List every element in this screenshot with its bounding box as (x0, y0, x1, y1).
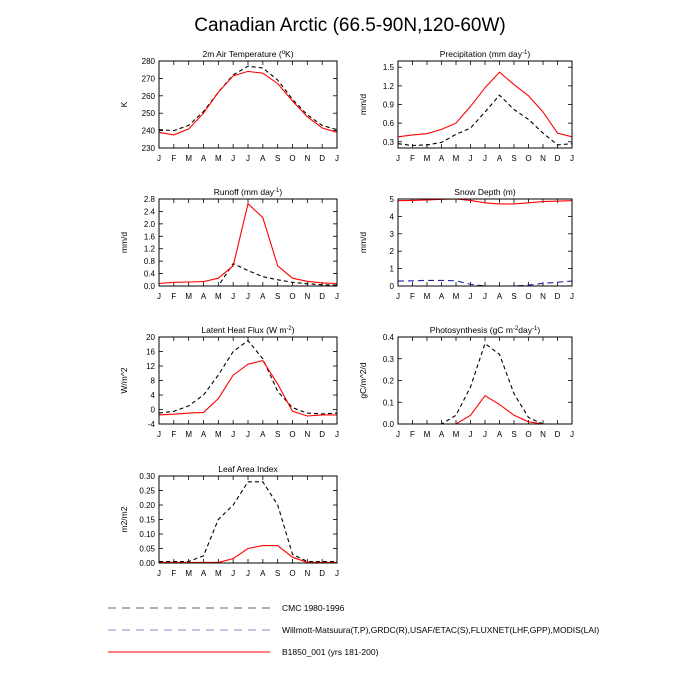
x-tick-label: A (496, 154, 503, 163)
x-tick-label: N (540, 292, 546, 301)
y-tick-label: 260 (141, 91, 155, 101)
title-end: ) (279, 187, 283, 197)
y-tick-label: 1.2 (382, 81, 394, 91)
y-tick-label: 2.4 (143, 207, 155, 217)
title-superscript: o (281, 50, 286, 56)
x-tick-label: D (319, 430, 326, 439)
x-tick-label: S (511, 154, 517, 163)
plot-frame (398, 61, 572, 148)
x-tick-label: J (157, 430, 161, 439)
plot-frame (398, 199, 572, 286)
panel-precip (358, 49, 574, 163)
legend-item-obs (108, 625, 599, 635)
x-tick-label: F (410, 292, 415, 301)
title-text: Precipitation (mm day (439, 49, 523, 59)
x-tick-label: A (260, 569, 266, 578)
y-axis-label: W/m^2 (119, 367, 129, 394)
panel-title (214, 187, 283, 197)
panel-t2m (119, 49, 339, 163)
y-tick-label: 0.6 (382, 119, 394, 129)
x-tick-label: J (468, 154, 473, 163)
y-tick-label: 250 (141, 109, 155, 119)
y-tick-label: 0 (389, 282, 394, 291)
y-tick-label: 4 (150, 391, 155, 400)
x-tick-label: J (570, 154, 574, 163)
title-text: 2m Air Temperature ( (202, 49, 282, 59)
series-line-observed (159, 482, 337, 562)
x-tick-label: J (483, 154, 487, 163)
x-tick-label: N (304, 569, 311, 578)
x-tick-label: M (185, 292, 193, 301)
x-tick-label: J (157, 569, 161, 578)
x-tick-label: F (171, 569, 177, 578)
x-tick-label: J (468, 292, 473, 301)
x-tick-label: A (260, 292, 266, 301)
legend-item-model (108, 647, 379, 657)
legend-item-cmc (108, 603, 345, 613)
y-tick-label: 0.1 (382, 398, 394, 408)
legend-label: B1850_001 (yrs 181-200) (282, 647, 379, 657)
y-tick-label: 0.0 (143, 282, 155, 291)
x-tick-label: A (260, 154, 266, 163)
title-superscript: -1 (274, 188, 280, 194)
title-superscript-2: -1 (532, 326, 538, 332)
x-tick-label: S (511, 292, 517, 301)
panel-title (454, 187, 516, 197)
legend-label: CMC 1980-1996 (282, 603, 345, 613)
y-tick-label: 0.3 (382, 354, 394, 364)
title-end-2: ) (537, 325, 541, 335)
y-tick-label: 0.00 (139, 559, 155, 568)
x-tick-label: O (525, 292, 532, 301)
x-tick-label: J (483, 292, 487, 301)
x-tick-label: J (483, 430, 487, 439)
y-tick-label: 0.2 (382, 376, 394, 386)
legend-label: Willmott-Matsuura(T,P),GRDC(R),USAF/ETAC(S),FLUXNET(LHF,GPP),MODIS(LAI) (282, 625, 600, 635)
x-tick-label: J (246, 292, 250, 301)
x-tick-label: J (396, 154, 400, 163)
y-axis-label: m2/m2 (119, 506, 129, 533)
panel-gpp (358, 325, 574, 439)
x-tick-label: J (246, 154, 250, 163)
x-tick-label: D (554, 430, 561, 439)
series-line-observed (398, 344, 572, 425)
y-tick-label: 0.15 (139, 515, 155, 525)
y-tick-label: 12 (146, 362, 155, 371)
x-tick-label: J (246, 430, 250, 439)
y-axis-label: mm/d (358, 93, 368, 116)
x-tick-label: S (274, 569, 281, 578)
series-line-model (159, 71, 337, 134)
x-tick-label: S (274, 430, 281, 439)
x-tick-label: A (496, 430, 503, 439)
y-tick-label: 0.3 (382, 137, 394, 147)
x-tick-label: J (335, 569, 339, 578)
title-superscript: -1 (522, 50, 528, 56)
x-tick-label: J (396, 430, 400, 439)
y-tick-label: 1.5 (382, 63, 394, 73)
title-text: Photosynthesis (gC m (429, 325, 513, 335)
series-line-observed (159, 66, 337, 130)
title-text: Latent Heat Flux (W m (201, 325, 287, 335)
title-text: Runoff (mm day (213, 187, 275, 197)
x-tick-label: M (185, 569, 193, 578)
x-tick-label: J (335, 430, 339, 439)
x-tick-label: M (214, 430, 222, 439)
x-tick-label: N (540, 154, 546, 163)
y-axis-label: mm/d (119, 231, 129, 254)
x-tick-label: J (246, 569, 250, 578)
x-tick-label: M (452, 154, 460, 163)
title-text: Leaf Area Index (218, 464, 278, 474)
y-tick-label: 0.25 (139, 486, 155, 496)
y-axis-label: mm/d (358, 231, 368, 254)
plot-frame (159, 476, 337, 563)
series-line-model (159, 204, 337, 284)
x-tick-label: M (214, 292, 222, 301)
y-tick-label: 240 (141, 126, 155, 136)
panel-title (201, 325, 294, 335)
x-tick-label: A (496, 292, 503, 301)
y-tick-label: 0.4 (382, 333, 394, 342)
y-tick-label: 1.2 (143, 244, 155, 254)
y-tick-label: 0.30 (139, 472, 155, 481)
x-tick-label: N (304, 430, 311, 439)
x-tick-label: J (468, 430, 473, 439)
x-tick-label: A (260, 430, 266, 439)
x-tick-label: N (304, 292, 311, 301)
panels (119, 49, 574, 578)
panel-lai (119, 464, 339, 578)
x-tick-label: J (335, 292, 339, 301)
plot-frame (398, 337, 572, 424)
x-tick-label: F (410, 430, 415, 439)
x-tick-label: J (231, 154, 236, 163)
x-tick-label: A (438, 292, 445, 301)
y-tick-label: 0.20 (139, 501, 155, 510)
x-tick-label: S (511, 430, 517, 439)
x-tick-label: O (289, 292, 296, 301)
y-tick-label: 0.0 (382, 420, 394, 429)
x-tick-label: F (410, 154, 415, 163)
y-tick-label: 2 (389, 247, 394, 257)
title-end: ) (291, 325, 295, 335)
x-tick-label: A (200, 430, 207, 439)
y-tick-label: 1.6 (143, 232, 155, 242)
y-tick-label: 280 (141, 57, 155, 66)
x-tick-label: O (525, 430, 532, 439)
x-tick-label: J (157, 154, 161, 163)
x-tick-label: M (452, 430, 460, 439)
x-tick-label: N (304, 154, 311, 163)
plot-frame (159, 61, 337, 148)
y-tick-label: 16 (146, 347, 155, 357)
title-superscript: -2 (512, 326, 519, 332)
x-tick-label: J (231, 430, 236, 439)
x-tick-label: M (423, 154, 431, 163)
y-tick-label: 5 (389, 195, 394, 204)
series-line-model (398, 72, 572, 137)
x-tick-label: M (452, 292, 460, 301)
panel-runoff (119, 187, 339, 301)
y-axis-label: K (119, 101, 129, 108)
x-tick-label: J (157, 292, 161, 301)
y-tick-label: 20 (146, 333, 155, 342)
y-tick-label: 3 (389, 229, 394, 239)
x-tick-label: F (171, 430, 177, 439)
x-tick-label: J (231, 292, 236, 301)
x-tick-label: O (289, 569, 296, 578)
panel-lhf (119, 325, 339, 439)
panel-snow (358, 187, 574, 301)
plot-frame (159, 199, 337, 286)
x-tick-label: D (319, 154, 326, 163)
x-tick-label: S (274, 154, 281, 163)
y-tick-label: -4 (147, 420, 155, 429)
y-tick-label: 0.05 (139, 544, 155, 554)
x-tick-label: D (554, 154, 561, 163)
panel-title (440, 49, 531, 59)
x-tick-label: M (214, 154, 222, 163)
series-line-observed (398, 95, 572, 145)
y-tick-label: 270 (141, 74, 155, 84)
y-tick-label: 0 (150, 405, 155, 415)
title-superscript: -2 (286, 326, 292, 332)
y-tick-label: 230 (141, 144, 155, 153)
y-tick-label: 8 (150, 376, 155, 386)
y-tick-label: 0.4 (143, 269, 155, 279)
x-tick-label: A (200, 154, 207, 163)
x-tick-label: A (438, 430, 445, 439)
x-tick-label: D (319, 292, 326, 301)
x-tick-label: A (200, 569, 207, 578)
series-line-model (159, 361, 337, 416)
x-tick-label: N (540, 430, 546, 439)
x-tick-label: M (423, 430, 431, 439)
x-tick-label: A (438, 154, 445, 163)
y-tick-label: 2.0 (143, 219, 155, 229)
x-tick-label: M (185, 430, 193, 439)
x-tick-label: D (319, 569, 326, 578)
x-tick-label: F (171, 154, 177, 163)
x-tick-label: J (396, 292, 400, 301)
x-tick-label: M (185, 154, 193, 163)
title-end: day (518, 325, 533, 335)
title-end: ) (527, 49, 531, 59)
plot-frame (159, 337, 337, 424)
panel-title (218, 464, 278, 474)
x-tick-label: D (554, 292, 561, 301)
series-line-model (398, 396, 572, 424)
x-tick-label: J (335, 154, 339, 163)
y-tick-label: 1 (389, 264, 394, 274)
x-tick-label: J (570, 430, 574, 439)
figure-title: Canadian Arctic (66.5-90N,120-60W) (194, 15, 506, 36)
y-tick-label: 2.8 (143, 195, 155, 204)
y-tick-label: 4 (389, 212, 394, 222)
title-end: K) (285, 49, 294, 59)
series-line-observed (159, 341, 337, 414)
x-tick-label: O (525, 154, 532, 163)
x-tick-label: A (200, 292, 207, 301)
y-tick-label: 0.8 (143, 257, 155, 267)
y-tick-label: 0.10 (139, 530, 155, 539)
panel-title (202, 49, 293, 59)
x-tick-label: J (570, 292, 574, 301)
x-tick-label: M (423, 292, 431, 301)
x-tick-label: O (289, 154, 296, 163)
x-tick-label: F (171, 292, 177, 301)
x-tick-label: O (289, 430, 296, 439)
x-tick-label: S (274, 292, 281, 301)
title-text: Snow Depth (m) (454, 187, 516, 197)
x-tick-label: J (231, 569, 236, 578)
x-tick-label: M (214, 569, 222, 578)
panel-title (430, 325, 541, 335)
legend (108, 603, 599, 657)
y-tick-label: 0.9 (382, 100, 394, 110)
y-axis-label: gC/m^2/d (358, 362, 368, 399)
